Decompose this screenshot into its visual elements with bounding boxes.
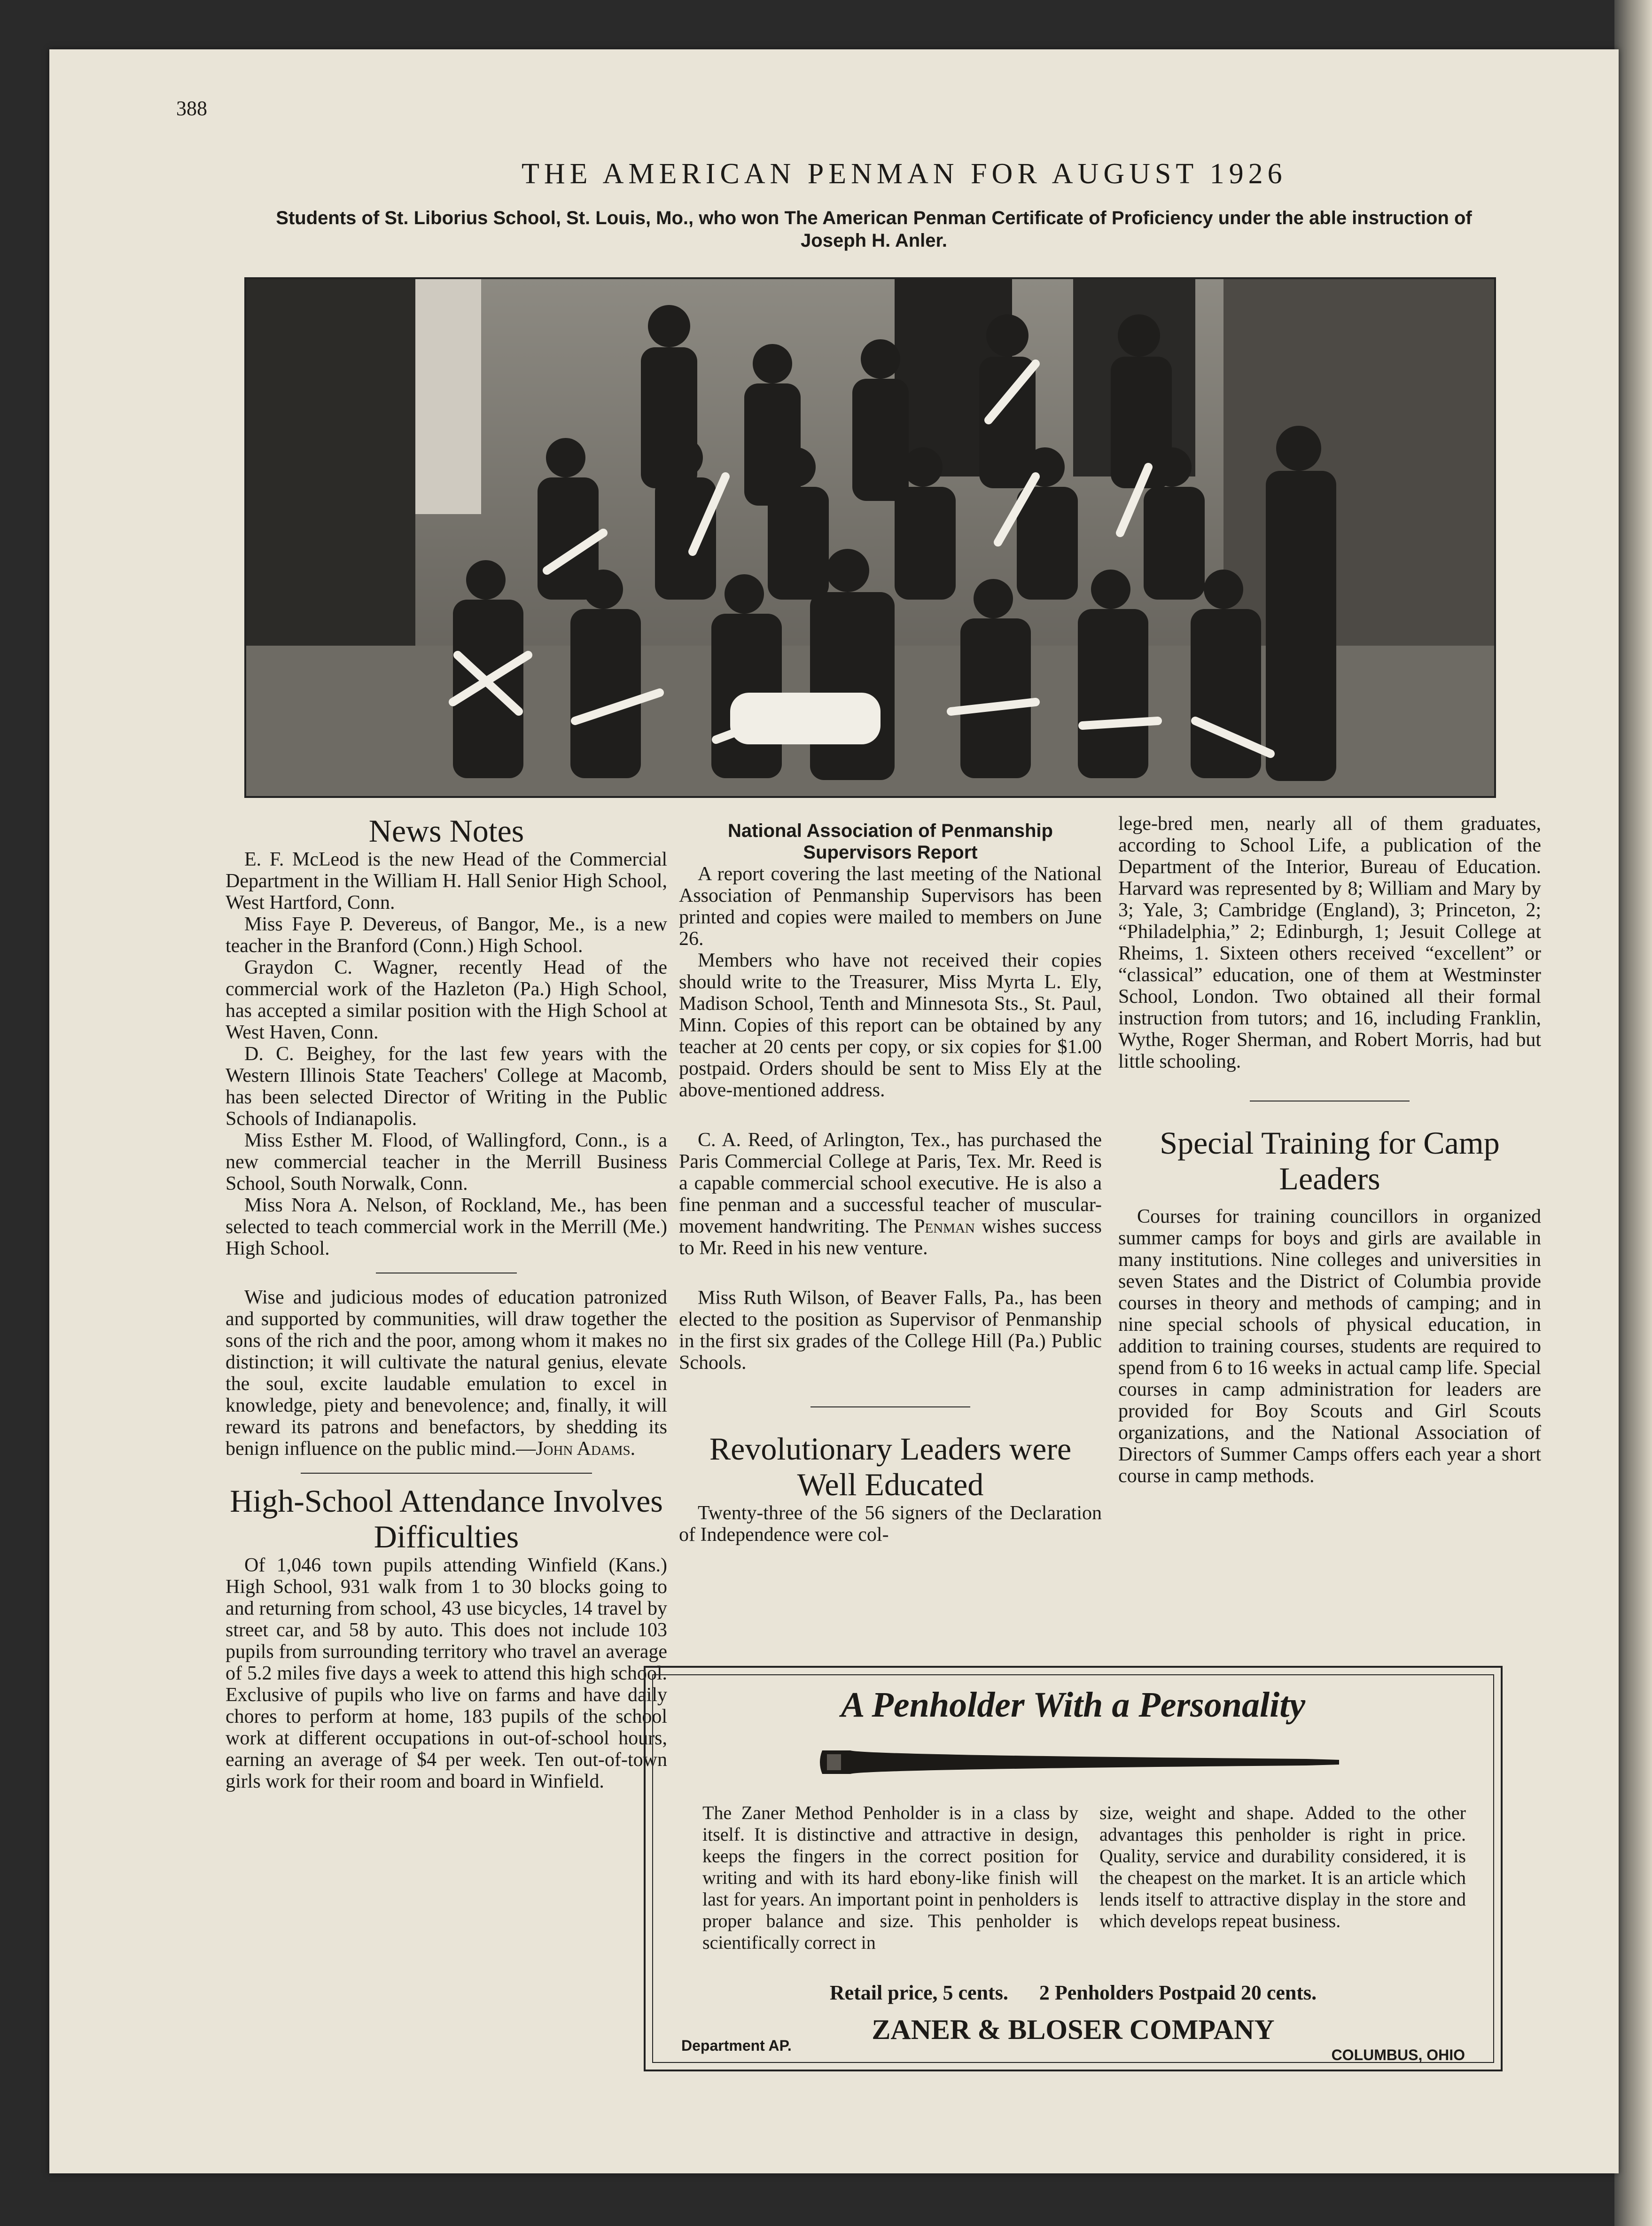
high-school-text: Of 1,046 town pupils attending Winfield (Kans.) High School, 931 walk from 1 to 30 blocks going to and returning from school, 43 use bicycles, 14 travel by street car, and 58 by auto. This does not include 103 pupils from surrounding territory who travel an average of 5.2 miles five days a week to attend this high school. Exclusive of pupils who live on farms and have daily chores to perform at home, 183 pupils of the school work at different occupations in out-of-school hours, earning an average of $4 per week. Ten out-of-town girls work for their room and board in Winfield. — [226, 1554, 667, 1792]
news-notes-title: News Notes — [368, 813, 524, 849]
spacer — [679, 1259, 1102, 1287]
news-note: D. C. Beighey, for the last few years with the Western Illinois State Teachers' College at Macomb, has been selected Director of Writing in the Public Schools of Indianapolis. — [226, 1043, 667, 1130]
ad-text-right — [1099, 1802, 1466, 1932]
reed-note — [679, 1129, 1102, 1259]
adams-quote-text: Wise and judicious modes of education patronized and supported by communities, will draw together the sons of the rich and the poor, among whom it makes no distinction; it will cultivate the natural genius, elevate the soul, excite laudable emulation to excel in knowledge, piety and benevolence; and, finally, it will reward its patrons and benefactors, by shedding its benign influence on the public mind.— — [226, 1287, 667, 1460]
revolutionary-text-start: Twenty-three of the 56 signers of the Declaration of Independence were col- — [679, 1502, 1102, 1546]
ad-department: Department AP. — [681, 2037, 792, 2054]
reed-note-penman: Penman — [914, 1216, 975, 1237]
adams-quote-author: John Adams. — [536, 1438, 636, 1460]
news-note: Graydon C. Wagner, recently Head of the commercial work of the Hazleton (Pa.) High School, has accepted a similar position with the High School at West Haven, Conn. — [226, 957, 667, 1043]
penholder-advertisement — [644, 1666, 1503, 2071]
group-photo-image — [246, 279, 1494, 796]
news-note: E. F. McLeod is the new Head of the Commercial Department in the William H. Hall Senior High School, West Hartford, Conn. — [226, 849, 667, 914]
ad-paragraph: size, weight and shape. Added to the other advantages this penholder is right in price. Quality, service and durability considered, it is the cheapest on the market. It is an article which lends itself to attractive display in the store and which develops repeat business. — [1099, 1802, 1466, 1931]
nap-paragraph: Members who have not received their copies should write to the Treasurer, Miss Myrta L. Ely, Madison School, Tenth and Minnesota Sts., St. Paul, Minn. Copies of this report can be obtained by any teacher at 20 cents per copy, or six copies for $1.00 postpaid. Orders should be sent to Miss Ely at the above-mentioned address. — [679, 950, 1102, 1101]
ad-inner-border — [652, 1674, 1494, 2063]
ad-price: Retail price, 5 cents. 2 Penholders Postpaid 20 cents. — [829, 1981, 1317, 2004]
group-photo — [244, 277, 1496, 798]
ad-paragraph: The Zaner Method Penholder is in a class by itself. It is distinctive and attractive in design, keeps the fingers in the correct position for writing and with its hard ebony-like finish will last for years. An important point in penholders is proper balance and size. This penholder is scientifically correct in — [702, 1802, 1078, 1953]
high-school-title: High-School Attendance Involves Difficulties — [230, 1483, 663, 1554]
column-right — [1118, 813, 1541, 1487]
magazine-page — [49, 49, 1619, 2173]
camp-title: Special Training for Camp Leaders — [1160, 1125, 1500, 1196]
news-note: Miss Esther M. Flood, of Wallingford, Conn., is a new commercial teacher in the Merrill Business School, South Norwalk, Conn. — [226, 1130, 667, 1195]
wilson-note: Miss Ruth Wilson, of Beaver Falls, Pa., has been elected to the position as Supervisor of Penmanship in the first six grades of the College Hill (Pa.) Public Schools. — [679, 1287, 1102, 1374]
news-note: Miss Nora A. Nelson, of Rockland, Me., has been selected to teach commercial work in the Merrill (Me.) High School. — [226, 1195, 667, 1259]
divider — [810, 1406, 970, 1407]
nap-title: National Association of Penmanship Supervisors Report — [728, 820, 1053, 863]
spacer — [679, 1101, 1102, 1129]
binding-gutter — [1614, 0, 1652, 2226]
revolutionary-title: Revolutionary Leaders were Well Educated — [709, 1431, 1072, 1502]
photo-caption: Students of St. Liborius School, St. Louis, Mo., who won The American Penman Certificate of Proficiency under the able instruction of Joseph H. Anler. — [276, 208, 1472, 251]
reed-note-text-end: wishes success to Mr. Reed in his new venture. — [679, 1216, 1102, 1259]
column-middle — [679, 820, 1102, 1546]
running-title: THE AMERICAN PENMAN FOR AUGUST 1926 — [522, 158, 1287, 190]
nap-paragraph: A report covering the last meeting of the National Association of Penmanship Supervisors has been printed and copies were mailed to members on June 26. — [679, 863, 1102, 950]
ad-city: COLUMBUS, OHIO — [1331, 2046, 1465, 2063]
revolutionary-text-cont: lege-bred men, nearly all of them graduates, according to School Life, a publication of the Department of the Interior, Bureau of Education. Harvard was represented by 8; William and Mary by 3; Yale, 3; Cambridge (England), 3; Princeton, 2; “Philadelphia,” 2; Edinburgh, 1; Jesuit College at Rheims, 1. Sixteen others received “excellent” or “classical” education, one of them at Westminster School, London. Two obtained all their formal instruction from tutors; and 16, including Franklin, Wythe, Roger Sherman, and Robert Morris, had but little schooling. — [1118, 813, 1541, 1072]
column-left — [226, 813, 667, 1792]
divider — [301, 1473, 592, 1474]
ad-text-left — [702, 1802, 1078, 1953]
camp-text: Courses for training councillors in organized summer camps for boys and girls are available in many institutions. Nine colleges and universities in seven States and the District of Columbia provide courses in theory and methods of camping; and in nine special schools of physical education, in addition to training courses, students are required to spend from 6 to 16 weeks in actual camp life. Special courses in camp administration for leaders are provided for Boy Scouts and Girl Scouts organizations, and the National Association of Directors of Summer Camps offers each year a short course in camp methods. — [1118, 1206, 1541, 1487]
reed-note-text: C. A. Reed, of Arlington, Tex., has purchased the Paris Commercial College at Paris, Tex. Mr. Reed is a capable commercial school executive. He is also a fine penman and a successful teacher of muscular-movement handwriting. The — [679, 1129, 1102, 1237]
ad-company: ZANER & BLOSER COMPANY — [872, 2014, 1275, 2045]
adams-quote — [226, 1287, 667, 1460]
ad-title: A Penholder With a Personality — [841, 1685, 1306, 1725]
news-note: Miss Faye P. Devereus, of Bangor, Me., is a new teacher in the Branford (Conn.) High School. — [226, 914, 667, 957]
penholder-icon — [813, 1741, 1348, 1783]
page-number: 388 — [176, 97, 207, 120]
